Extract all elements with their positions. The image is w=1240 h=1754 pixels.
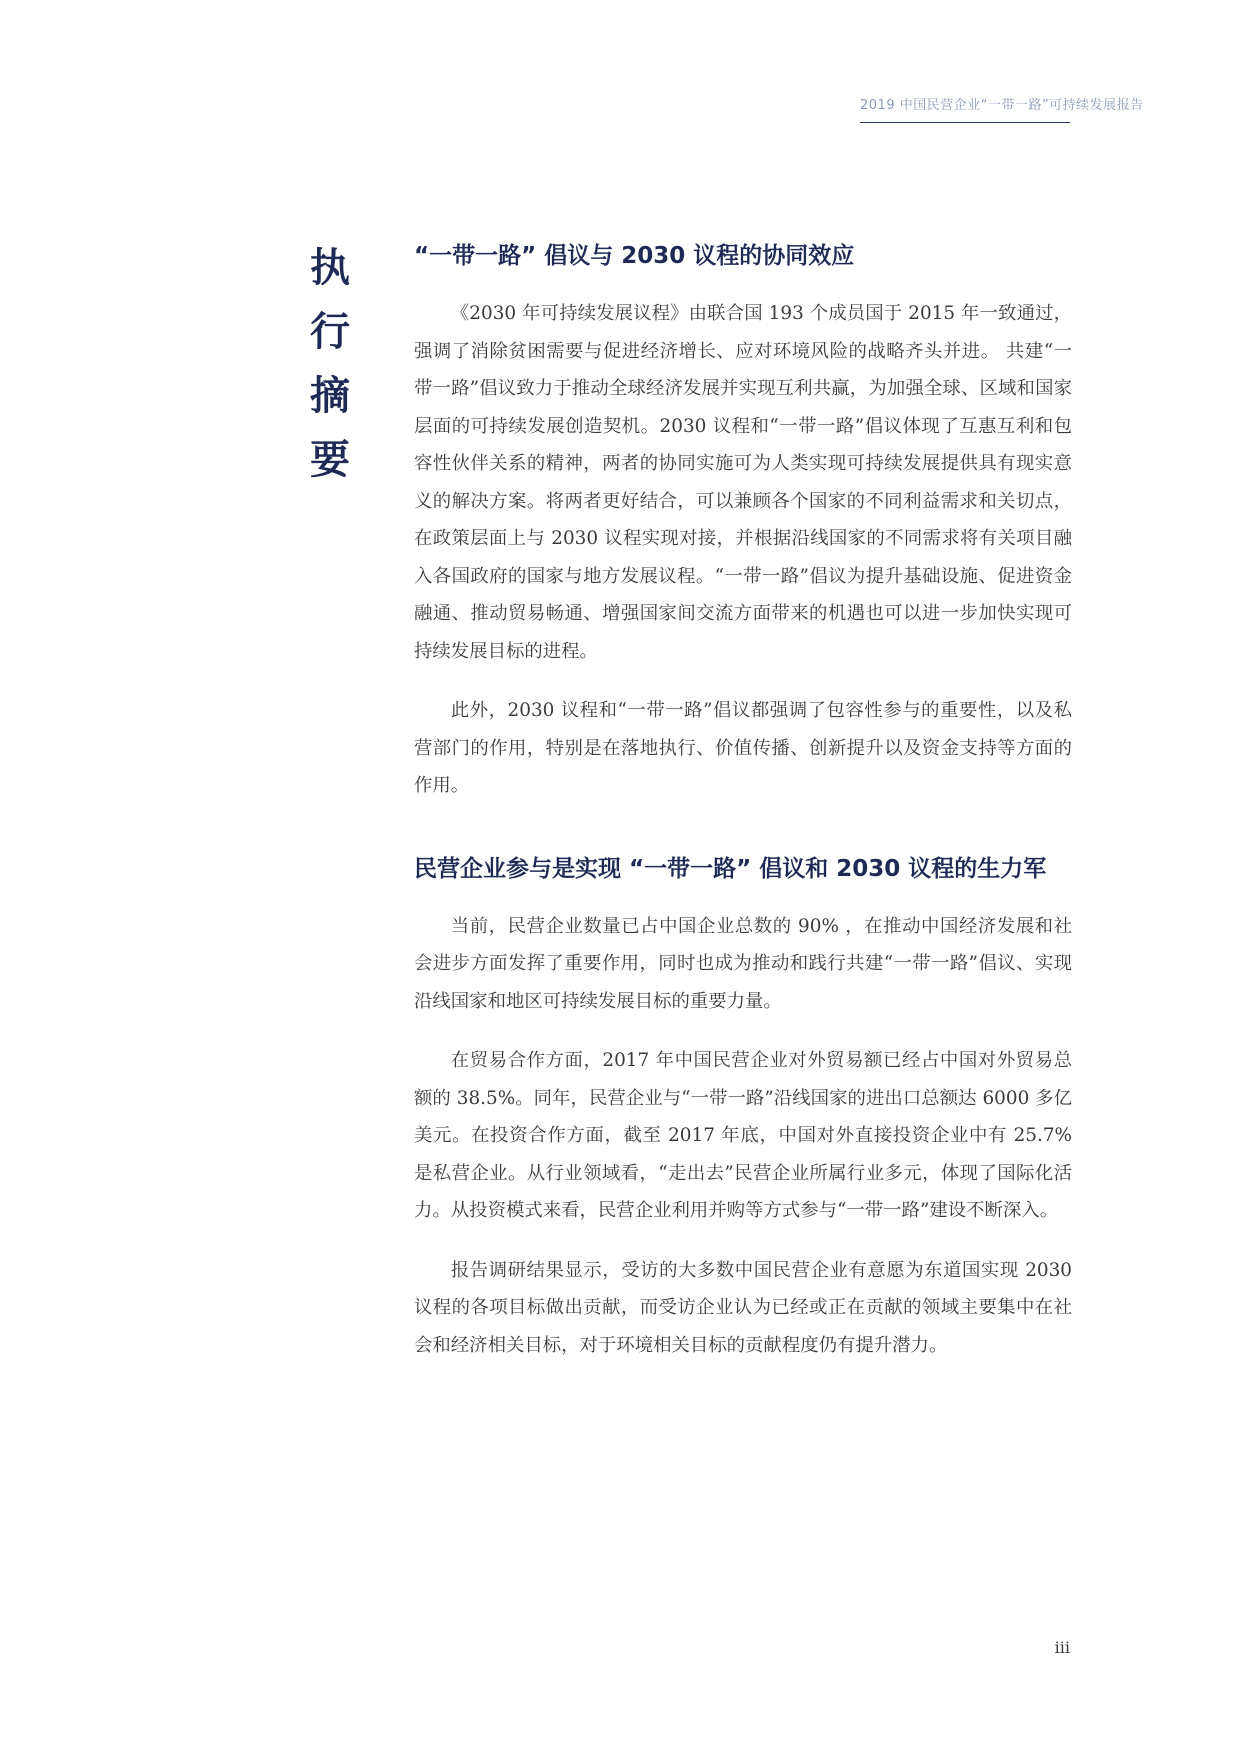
section-heading: 民营企业参与是实现 “一带一路” 倡议和 2030 议程的生力军 (414, 855, 1047, 882)
side-title-char: 行 (310, 309, 350, 355)
header-divider (860, 122, 1070, 123)
main-content (414, 238, 1072, 1386)
body-paragraph: 《2030 年可持续发展议程》由联合国 193 个成员国于 2015 年一致通过，强调了消除贫困需要与促进经济增长、应对环境风险的战略齐头并进。 共建“一带一路”倡议致力于推动全球经济发展并实现互利共赢，为加强全球、区域和国家层面的可持续发展创造契机。2030 议程和“一带一路”倡议体现了互惠互利和包容性伙伴关系的精神，两者的协同实施可为人类实现可持续发展提供具有现实意义的解决方案。将两者更好结合，可以兼顾各个国家的不同利益需求和关切点，在政策层面上与 2030 议程实现对接，并根据沿线国家的不同需求将有关项目融入各国政府的国家与地方发展议程。“一带一路”倡议为提升基础设施、促进资金融通、推动贸易畅通、增强国家间交流方面带来的机遇也可以进一步加快实现可持续发展目标的进程。 (414, 303, 1072, 662)
body-paragraph: 报告调研结果显示，受访的大多数中国民营企业有意愿为东道国实现 2030 议程的各项目标做出贡献，而受访企业认为已经或正在贡献的领域主要集中在社会和经济相关目标，对于环境相关目标的贡献程度仍有提升潜力。 (414, 1259, 1072, 1356)
body-paragraph: 当前，民营企业数量已占中国企业总数的 90% ，在推动中国经济发展和社会进步方面发挥了重要作用，同时也成为推动和践行共建“一带一路”倡议、实现沿线国家和地区可持续发展目标的重要力量。 (414, 915, 1072, 1012)
side-title-char: 执 (310, 245, 350, 291)
side-title-char: 要 (310, 437, 350, 483)
body-paragraph: 此外，2030 议程和“一带一路”倡议都强调了包容性参与的重要性，以及私营部门的作用，特别是在落地执行、价值传播、创新提升以及资金支持等方面的作用。 (414, 700, 1072, 796)
side-title (300, 236, 360, 492)
section-spacer (414, 827, 1072, 851)
running-header: 2019 中国民营企业“一带一路”可持续发展报告 (860, 98, 1144, 113)
side-title-char: 摘 (310, 373, 350, 419)
page-number: iii (1054, 1638, 1070, 1657)
body-paragraph: 在贸易合作方面，2017 年中国民营企业对外贸易额已经占中国对外贸易总额的 38.5%。同年，民营企业与“一带一路”沿线国家的进出口总额达 6000 多亿美元。在投资合作方面，截至 2017 年底，中国对外直接投资企业中有 25.7% 是私营企业。从行业领域看，“走出去”民营企业所属行业多元，体现了国际化活力。从投资模式来看，民营企业利用并购等方式参与“一带一路”建设不断深入。 (414, 1050, 1072, 1221)
section-heading: “一带一路” 倡议与 2030 议程的协同效应 (414, 243, 855, 269)
